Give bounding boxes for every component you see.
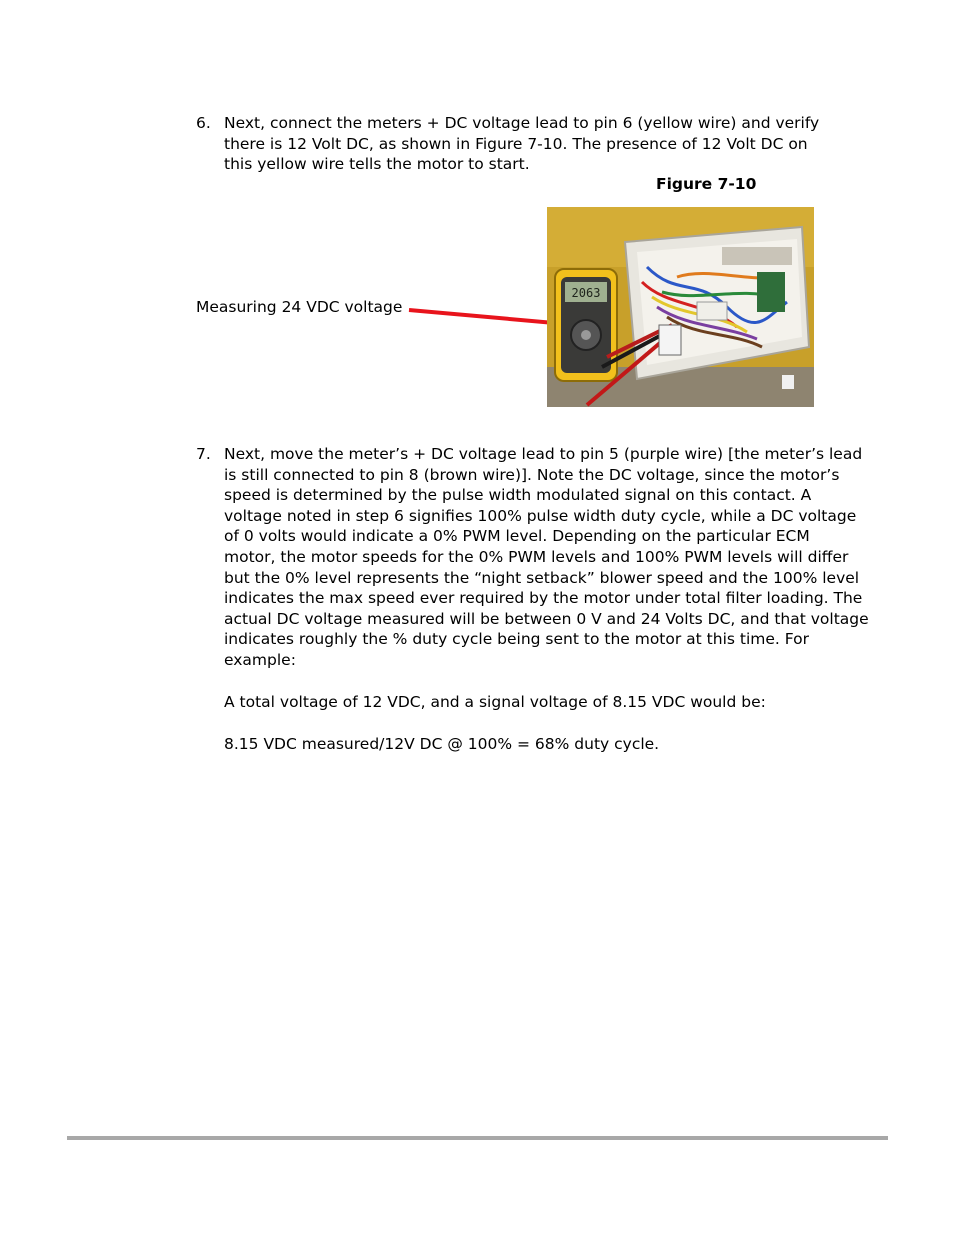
figure-photo (547, 207, 814, 407)
step-7-line: of 0 volts would indicate a 0% PWM level. Depending on the particular ECM (224, 527, 810, 546)
step-7-line: indicates the max speed ever required by the motor under total filter loading. The (224, 589, 863, 608)
step-7-line: actual DC voltage measured will be between 0 V and 24 Volts DC, and that voltage (224, 609, 869, 628)
footer-rule (67, 1136, 888, 1140)
step-7-line: indicates roughly the % duty cycle being sent to the motor at this time. For (224, 630, 809, 649)
formula-line: 8.15 VDC measured/12V DC @ 100% = 68% duty cycle. (224, 735, 660, 753)
example-line: A total voltage of 12 VDC, and a signal voltage of 8.15 VDC would be: (224, 693, 766, 711)
step-7-line: is still connected to pin 8 (brown wire)]. Note the DC voltage, since the motor’s (224, 465, 840, 484)
step-6-line: there is 12 Volt DC, as shown in Figure 7-10. The presence of 12 Volt DC on (224, 134, 808, 153)
step-7-text (224, 444, 869, 671)
step-6-number: 6. (196, 114, 211, 132)
step-6-line: this yellow wire tells the motor to start. (224, 155, 530, 174)
step-7-line: motor, the motor speeds for the 0% PWM levels and 100% PWM levels will differ (224, 547, 849, 566)
step-7-line: example: (224, 650, 296, 669)
step-7-line: voltage noted in step 6 signifies 100% pulse width duty cycle, while a DC voltage (224, 506, 857, 525)
figure-caption: Figure 7-10 (656, 175, 757, 193)
figure-callout-label: Measuring 24 VDC voltage (196, 298, 403, 316)
meter-reading: 2063 (571, 286, 601, 300)
step-6-text (224, 113, 864, 175)
step-7-line: Next, move the meter’s + DC voltage lead to pin 5 (purple wire) [the meter’s lead (224, 445, 863, 463)
step-7-line: but the 0% level represents the “night setback” blower speed and the 100% level (224, 568, 860, 587)
step-7-line: speed is determined by the pulse width modulated signal on this contact. A (224, 486, 812, 505)
step-6-line: Next, connect the meters + DC voltage lead to pin 6 (yellow wire) and verify (224, 114, 820, 132)
step-7-number: 7. (196, 445, 211, 463)
